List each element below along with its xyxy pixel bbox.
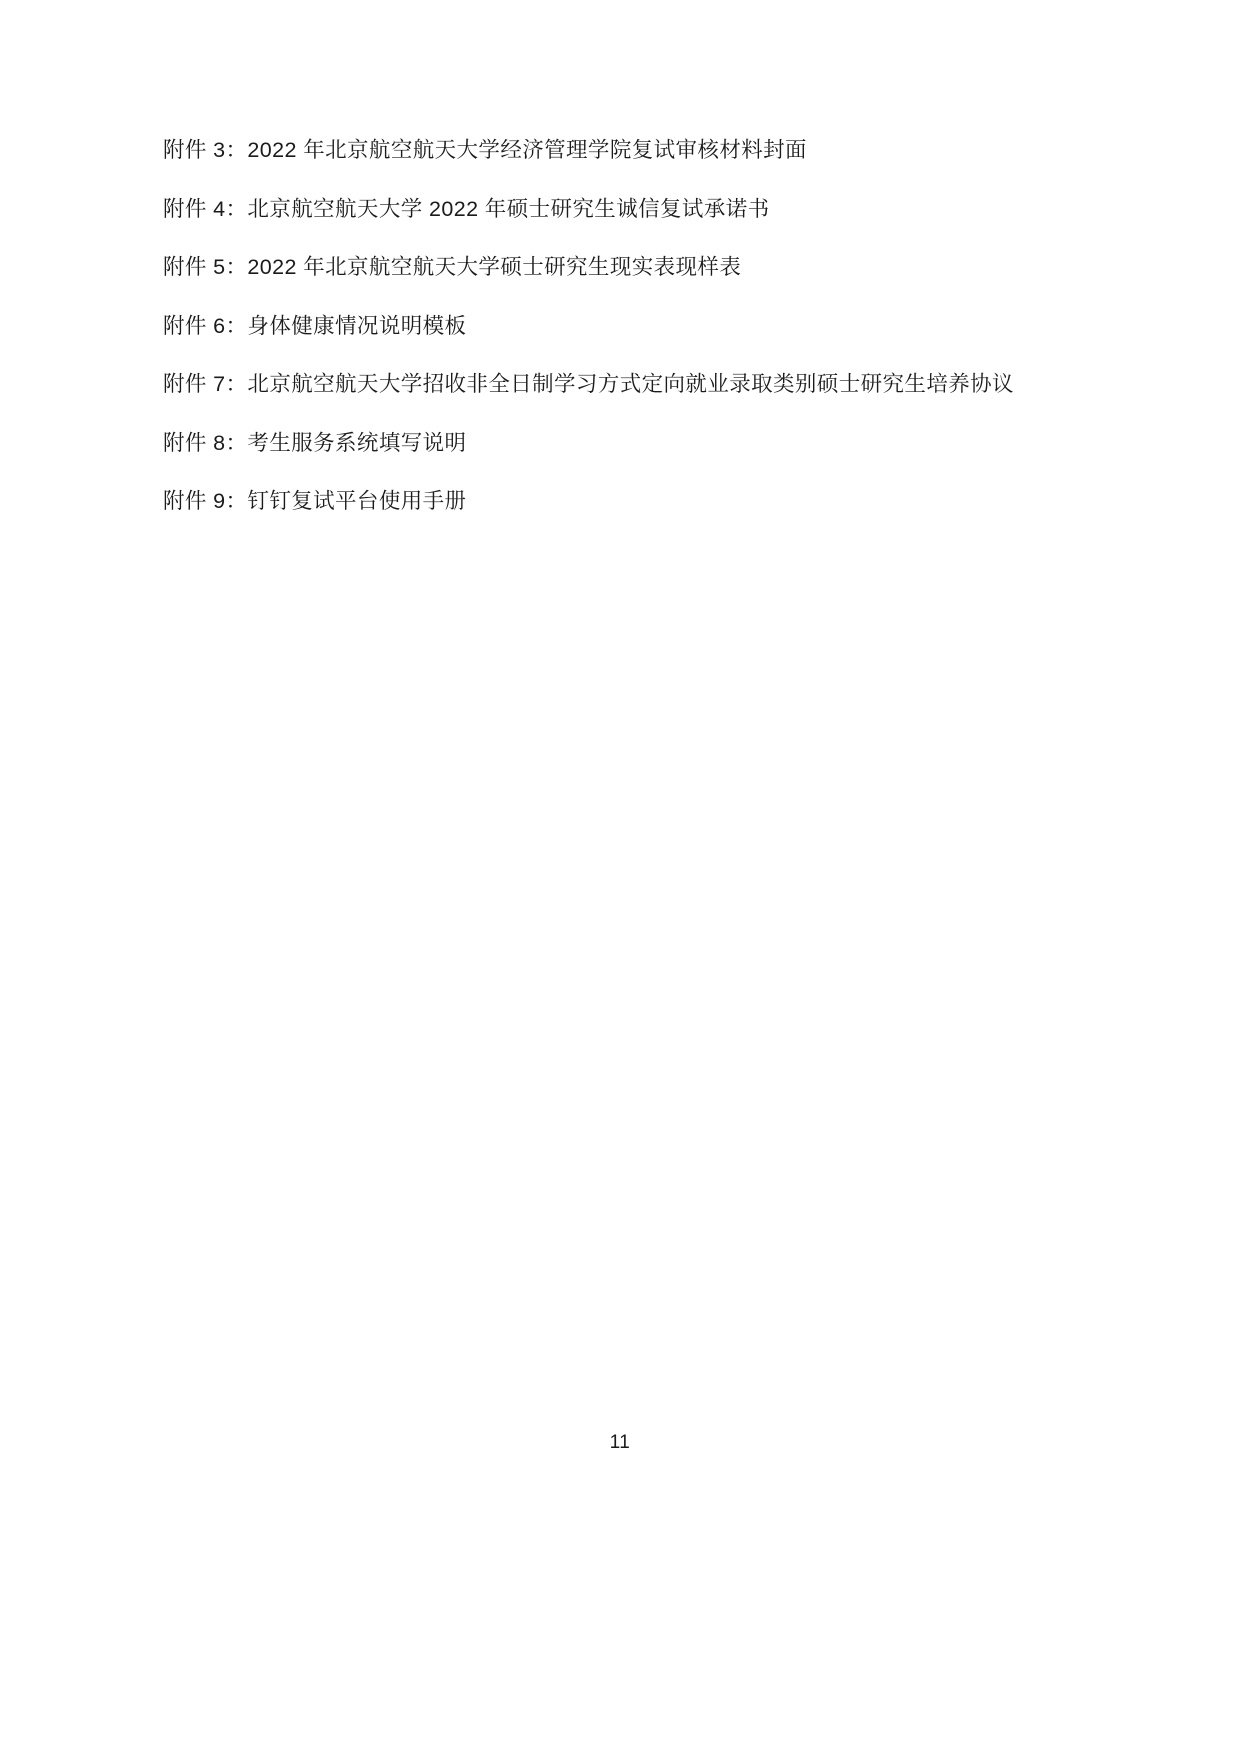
list-item: 附件 6：身体健康情况说明模板: [163, 313, 467, 338]
list-item: 附件 5：2022 年北京航空航天大学硕士研究生现实表现样表: [163, 255, 742, 279]
page-number: 11: [609, 1432, 631, 1453]
list-item: 附件 9：钉钉复试平台使用手册: [163, 489, 467, 513]
list-item: 附件 4：北京航空航天大学 2022 年硕士研究生诚信复试承诺书: [163, 196, 770, 221]
list-item: 附件 3：2022 年北京航空航天大学经济管理学院复试审核材料封面: [163, 138, 807, 162]
list-item: 附件 7：北京航空航天大学招收非全日制学习方式定向就业录取类别硕士研究生培养协议: [163, 372, 1014, 396]
list-item: 附件 8：考生服务系统填写说明: [163, 430, 467, 455]
attachment-list: [163, 140, 1083, 550]
